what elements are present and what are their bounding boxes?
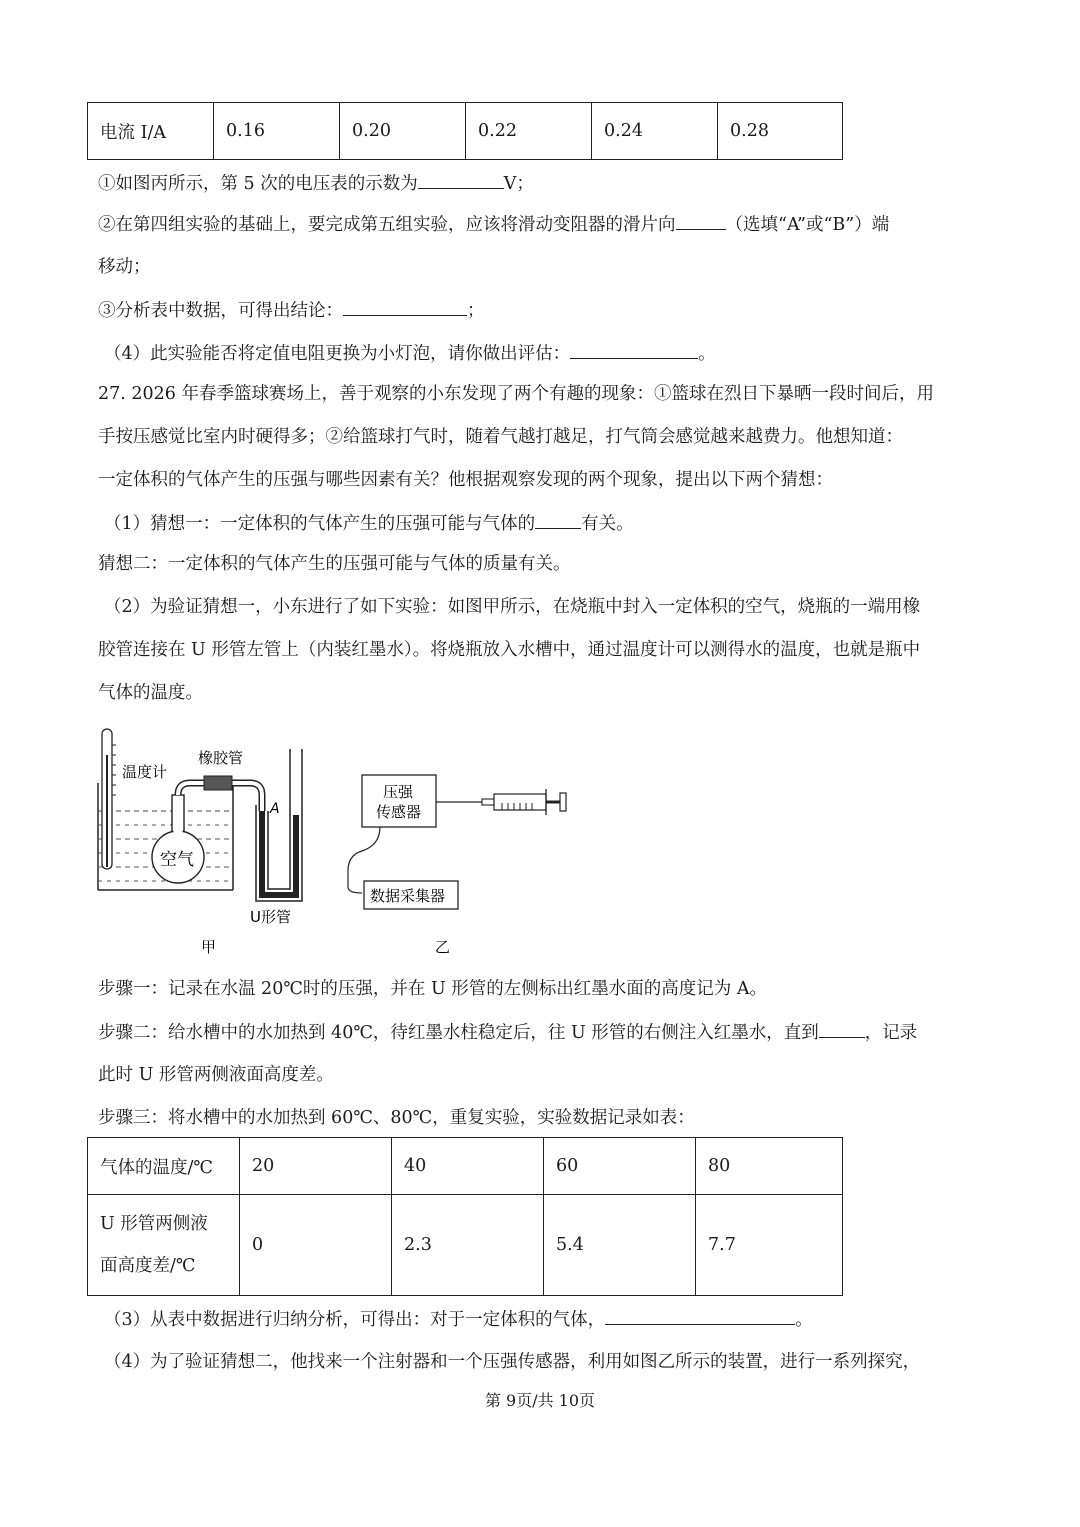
collector-label: 数据采集器 [370,887,446,905]
sensor-label-1: 压强 [383,783,414,801]
q26-item2-text: ②在第四组实验的基础上，要完成第五组实验，应该将滑动变阻器的滑片向 [98,215,676,235]
step-2 [98,1019,917,1046]
q27-part3-text: （3）从表中数据进行归纳分析，可得出：对于一定体积的气体， [104,1310,606,1330]
q26-item2-cont: 移动； [98,257,151,277]
q26-item1-unit: V； [503,174,534,194]
q27-exp-2: 胶管连接在 U 形管左管上（内装红墨水）。将烧瓶放入水槽中，通过温度计可以测得水的温度，也就是瓶中 [98,640,921,660]
temperature-value: 60 [544,1138,696,1195]
thermometer-label: 温度计 [122,763,168,781]
q27-exp-1: （2）为验证猜想一，小东进行了如下实验：如图甲所示，在烧瓶中封入一定体积的空气，烧瓶的一端用橡 [104,597,921,617]
point-a-label: A [270,801,280,817]
height-diff-label [88,1195,240,1296]
height-diff-value: 5.4 [544,1195,696,1296]
current-table [87,102,843,160]
q26-item3-text: ③分析表中数据，可得出结论： [98,301,343,321]
temperature-value: 40 [392,1138,544,1195]
q27-part4: （4）为了验证猜想二，他找来一个注射器和一个压强传感器，利用如图乙所示的装置，进行一系列探究， [104,1352,921,1372]
caption-yi: 乙 [435,938,451,956]
q27-para-2: 手按压感觉比室内时硬得多；②给篮球打气时，随着气越打越足，打气筒会感觉越来越费力。他想知道： [98,427,903,447]
height-diff-value: 2.3 [392,1195,544,1296]
answer-blank [819,1019,865,1038]
current-value: 0.28 [718,103,843,160]
answer-blank [605,1306,795,1325]
q26-item1 [98,170,534,197]
q27-guess-1-text: （1）猜想一：一定体积的气体产生的压强可能与气体的 [104,514,536,534]
q26-item1-text: ①如图丙所示，第 5 次的电压表的示数为 [98,174,418,194]
air-label: 空气 [160,850,194,870]
step-3: 步骤三：将水槽中的水加热到 60℃、80℃，重复实验，实验数据记录如表： [98,1108,695,1128]
step-2-cont: 此时 U 形管两侧液面高度差。 [98,1065,334,1085]
u-tube-label: U形管 [250,908,291,926]
q26-part4 [104,340,716,367]
current-value: 0.16 [214,103,340,160]
temperature-table [87,1137,843,1296]
q26-item3-end: ； [467,301,485,321]
current-value: 0.22 [466,103,592,160]
apparatus-figure [90,715,610,965]
answer-blank [343,297,467,316]
step-2-text: 步骤二：给水槽中的水加热到 40℃，待红墨水柱稳定后，往 U 形管的右侧注入红墨水，直到 [98,1023,819,1043]
answer-blank [676,211,726,230]
sensor-label-2: 传感器 [376,803,422,821]
q27-guess-1 [104,510,634,537]
caption-jia: 甲 [201,938,217,956]
answer-blank [570,340,698,359]
q27-para-3: 一定体积的气体产生的压强与哪些因素有关？他根据观察发现的两个现象，提出以下两个猜想： [98,470,833,490]
rubber-tube-shape [204,776,232,790]
q27-guess-1-end: 有关。 [581,514,634,534]
temperature-value: 20 [240,1138,392,1195]
current-value: 0.24 [592,103,718,160]
thermometer-shape [102,729,116,869]
height-diff-label-line1: U 形管两侧液 [100,1214,208,1234]
q27-part3 [104,1306,813,1333]
q27-guess-2: 猜想二：一定体积的气体产生的压强可能与气体的质量有关。 [98,554,571,574]
q26-item3 [98,297,485,324]
q26-item2 [98,211,889,238]
temperature-label: 气体的温度/℃ [88,1138,240,1195]
current-value: 0.20 [340,103,466,160]
u-tube-shape [256,749,302,901]
current-label: 电流 I/A [88,103,214,160]
rubber-tube-label: 橡胶管 [198,749,244,767]
syringe-shape [482,789,566,815]
step-2-end: ，记录 [864,1023,918,1043]
q27-para-1: 27. 2026 年春季篮球赛场上，善于观察的小东发现了两个有趣的现象：①篮球在烈日下暴晒一段时间后，用 [98,384,934,404]
q26-part4-end: 。 [698,344,716,364]
q27-part3-end: 。 [795,1310,813,1330]
q27-exp-3: 气体的温度。 [98,683,203,703]
answer-blank [418,170,504,189]
step-1: 步骤一：记录在水温 20℃时的压强，并在 U 形管的左侧标出红墨水面的高度记为 A。 [98,979,767,999]
temperature-value: 80 [696,1138,843,1195]
page-footer: 第 9页/共 10页 [484,1391,596,1410]
height-diff-value: 7.7 [696,1195,843,1296]
height-diff-label-line2: 面高度差/℃ [100,1256,196,1276]
q26-item2-choice: （选填“A”或“B”）端 [725,215,890,235]
height-diff-value: 0 [240,1195,392,1296]
answer-blank [535,510,581,529]
q26-part4-text: （4）此实验能否将定值电阻更换为小灯泡，请你做出评估： [104,344,571,364]
